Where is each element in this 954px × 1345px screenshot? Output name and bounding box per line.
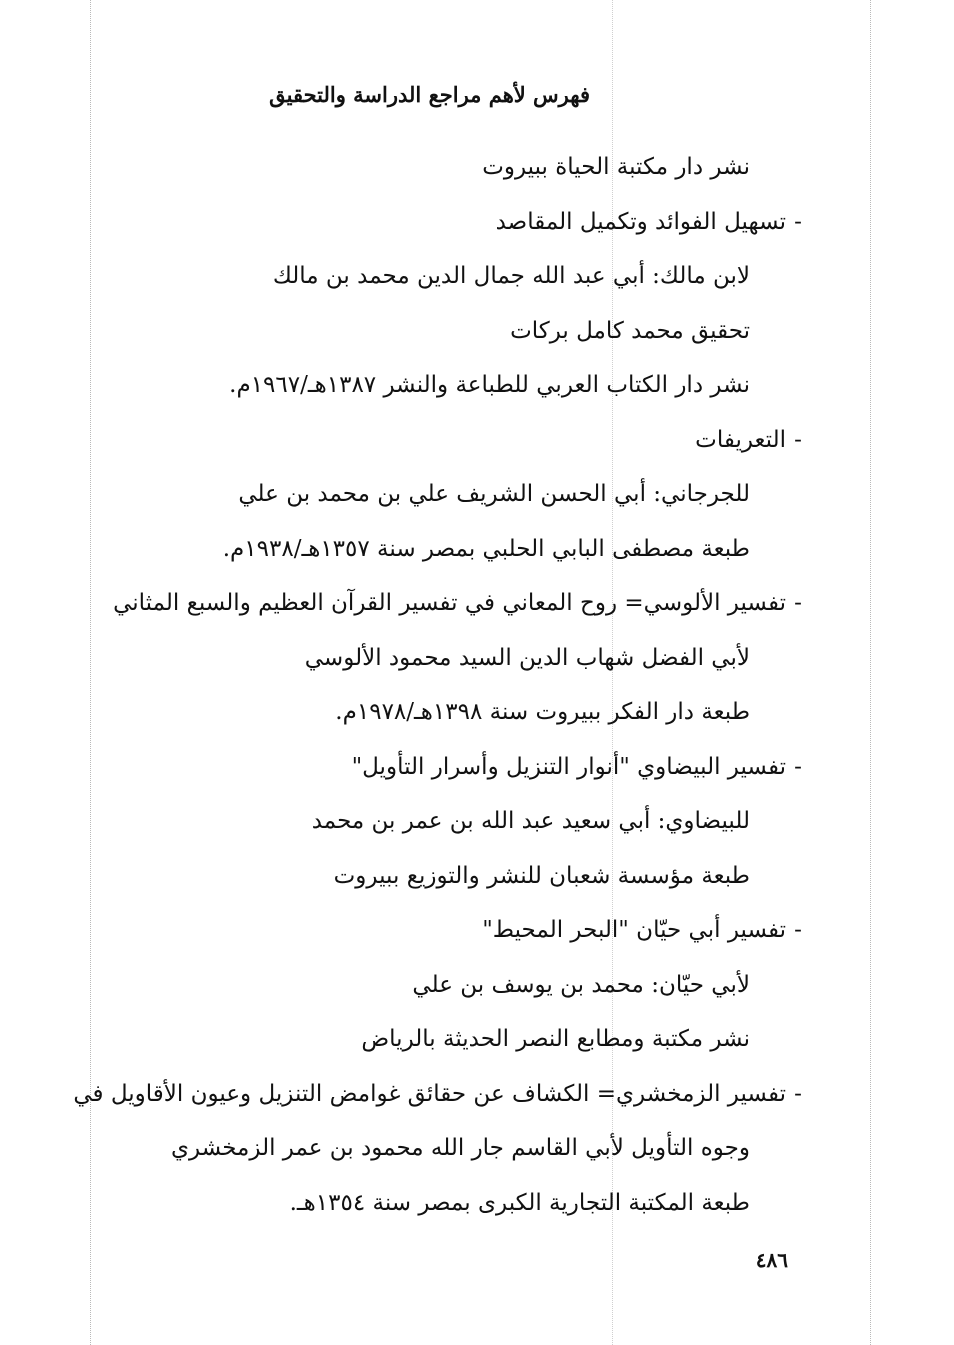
line-text: طبعة مؤسسة شعبان للنشر والتوزيع ببيروت (333, 862, 750, 889)
line-7 (70, 467, 810, 522)
bullet-dash: - (794, 426, 802, 453)
line-10 (70, 631, 810, 686)
bullet-dash: - (794, 208, 802, 235)
bullet-dash: - (794, 917, 802, 943)
line-6 (70, 413, 810, 468)
line-20 (70, 1176, 810, 1231)
bullet-dash: - (794, 753, 802, 780)
line-4 (70, 304, 810, 359)
bullet-dash: - (794, 590, 802, 616)
line-text: تسهيل الفوائد وتكميل المقاصد (495, 208, 786, 235)
line-text: التعريفات (695, 426, 786, 453)
references-list (70, 140, 810, 1230)
line-text: لأبي حيّان: محمد بن يوسف بن علي (412, 971, 750, 998)
line-text: تفسير أبي حيّان "البحر المحيط" (482, 917, 786, 943)
line-text: تفسير الزمخشري= الكشاف عن حقائق غوامض التنزيل وعيون الأقاويل في (73, 1080, 786, 1107)
line-17 (70, 1012, 810, 1067)
line-11 (70, 685, 810, 740)
line-text: للجرجاني: أبي الحسن الشريف علي بن محمد بن علي (238, 481, 750, 507)
page-number: ٤٨٦ (755, 1248, 788, 1272)
line-15 (70, 903, 810, 958)
bullet-dash: - (794, 1080, 802, 1107)
line-12 (70, 740, 810, 795)
line-text: تحقيق محمد كامل بركات (510, 317, 750, 344)
line-14 (70, 849, 810, 904)
line-18 (70, 1067, 810, 1122)
line-text: طبعة دار الفكر ببيروت سنة ١٣٩٨هـ/١٩٧٨م. (335, 699, 750, 725)
line-5 (70, 358, 810, 413)
line-text: طبعة مصطفى البابي الحلبي بمصر سنة ١٣٥٧هـ/١٩٣٨م. (222, 535, 750, 562)
line-8 (70, 522, 810, 577)
line-text: نشر دار مكتبة الحياة ببيروت (482, 154, 750, 180)
line-9 (70, 576, 810, 631)
line-text: تفسير الألوسي= روح المعاني في تفسير القرآن العظيم والسبع المثاني (113, 590, 786, 616)
line-text: نشر دار الكتاب العربي للطباعة والنشر ١٣٨٧هـ/١٩٦٧م. (229, 372, 750, 398)
line-text: للبيضاوي: أبي سعيد عبد الله بن عمر بن محمد (311, 808, 750, 834)
line-16 (70, 958, 810, 1013)
line-1 (70, 140, 810, 195)
line-13 (70, 794, 810, 849)
line-3 (70, 249, 810, 304)
line-19 (70, 1121, 810, 1176)
line-text: نشر مكتبة ومطابع النصر الحديثة بالرياض (361, 1026, 750, 1052)
line-text: وجوه التأويل لأبي القاسم جار الله محمود بن عمر الزمخشري (171, 1135, 750, 1161)
dotted-guide-right (870, 0, 871, 1345)
line-2 (70, 195, 810, 250)
line-text: لأبي الفضل شهاب الدين السيد محمود الألوسي (304, 644, 750, 671)
page-title: فهرس لأهم مراجع الدراسة والتحقيق (269, 82, 590, 107)
line-text: لابن مالك: أبي عبد الله جمال الدين محمد بن مالك (272, 263, 750, 289)
line-text: طبعة المكتبة التجارية الكبرى بمصر سنة ١٣٥٤هـ. (289, 1189, 750, 1216)
line-text: تفسير البيضاوي "أنوار التنزيل وأسرار التأويل" (351, 753, 786, 780)
